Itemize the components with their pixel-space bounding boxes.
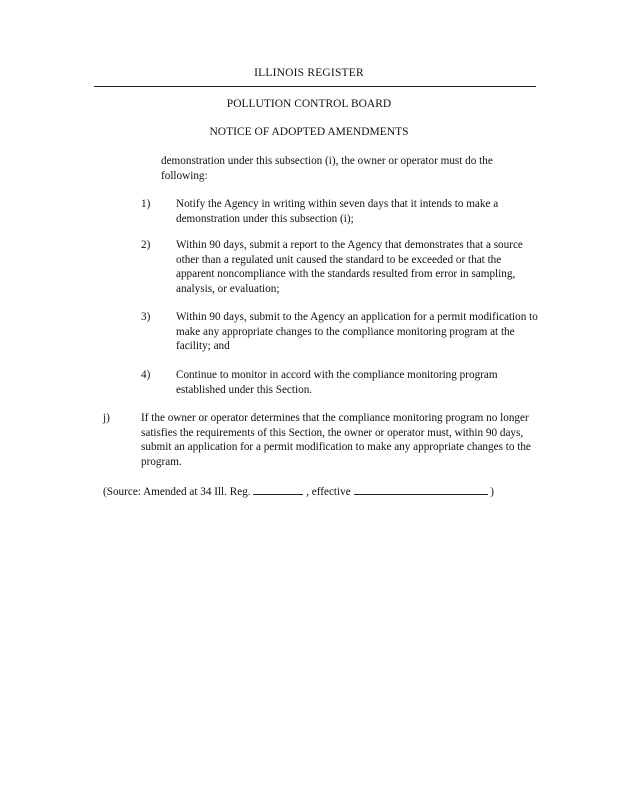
effective-date-blank — [354, 485, 488, 495]
list-item-number: 3) — [141, 311, 151, 323]
subsection-text: If the owner or operator determines that the compliance monitoring program no longer satisfies the requirements of this Section, the owner or operator must, within 90 days, submit an application for a permit modification to make any appropriate changes to the program. — [141, 412, 531, 468]
list-item-number: 1) — [141, 198, 151, 210]
intro-paragraph: demonstration under this subsection (i), the owner or operator must do the following: — [161, 155, 493, 182]
notice-title: NOTICE OF ADOPTED AMENDMENTS — [209, 126, 409, 138]
source-prefix: (Source: Amended at 34 Ill. Reg. — [103, 486, 251, 498]
header-divider — [94, 86, 536, 87]
source-note — [103, 485, 533, 500]
board-title: POLLUTION CONTROL BOARD — [226, 98, 392, 110]
list-item-text: Within 90 days, submit a report to the Agency that demonstrates that a source other than a regulated unit caused the standard to be exceeded or that the apparent noncompliance with the standards resulted from error in sampling, analysis, or evaluation; — [176, 239, 523, 295]
list-item-text: Notify the Agency in writing within seven days that it intends to make a demonstration under this subsection (i); — [176, 198, 499, 225]
effective-label: , effective — [306, 486, 351, 498]
list-item-number: 4) — [141, 369, 151, 381]
subsection-label: j) — [103, 412, 110, 424]
register-title: ILLINOIS REGISTER — [254, 67, 364, 79]
list-item-text: Continue to monitor in accord with the compliance monitoring program established under this Section. — [176, 369, 498, 396]
source-suffix: ) — [490, 486, 495, 498]
register-page-blank — [253, 485, 303, 495]
list-item-text: Within 90 days, submit to the Agency an application for a permit modification to make any appropriate changes to the compliance monitoring program at the facility; and — [176, 311, 538, 353]
list-item-number: 2) — [141, 239, 151, 251]
